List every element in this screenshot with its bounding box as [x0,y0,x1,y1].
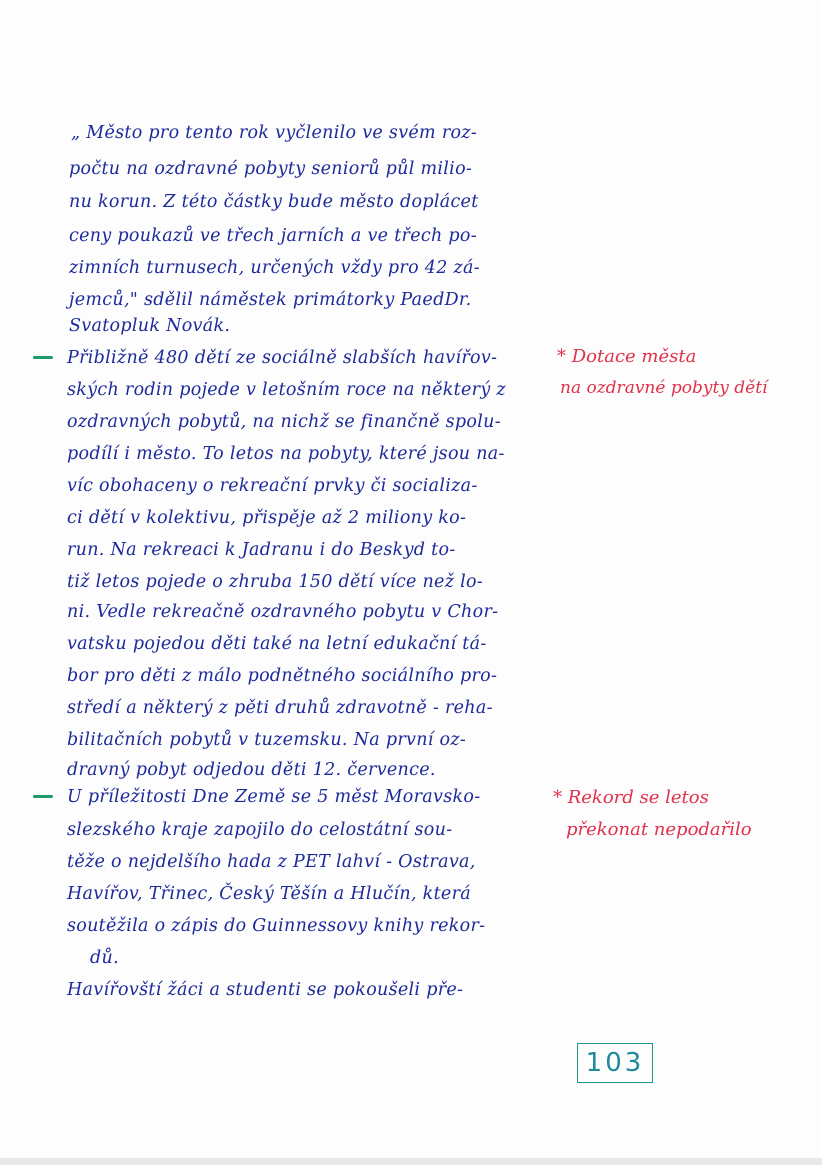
text-line: těže o nejdelšího hada z PET lahví - Ostrava, [67,852,476,872]
text-line: Přibližně 480 dětí ze sociálně slabších havířov- [67,348,498,368]
margin-note: * Dotace města [557,346,697,367]
text-line: soutěžila o zápis do Guinnessovy knihy rekor- [67,916,486,936]
text-line: ozdravných pobytů, na nichž se finančně spolu- [67,412,501,432]
page-number: 103 [577,1043,653,1083]
margin-dash [33,795,53,798]
text-line: „ Město pro tento rok vyčlenilo ve svém roz- [71,123,478,143]
text-line: slezského kraje zapojilo do celostátní sou- [67,820,453,840]
text-line: středí a některý z pěti druhů zdravotně - reha- [67,698,493,718]
text-line: vatsku pojedou děti také na letní edukační tá- [67,634,487,654]
text-line: bilitačních pobytů v tuzemsku. Na první oz- [67,730,467,750]
text-line: jemců," sdělil náměstek primátorky PaedDr. [69,290,472,310]
text-line: Svatopluk Novák. [69,316,231,336]
text-line: U příležitosti Dne Země se 5 měst Moravsko- [67,787,481,807]
text-line: tiž letos pojede o zhruba 150 dětí více než lo- [67,572,484,592]
text-line: podílí i město. To letos na pobyty, které jsou na- [67,444,505,464]
margin-note: překonat nepodařilo [566,819,752,840]
text-line: nu korun. Z této částky bude město doplácet [69,192,479,212]
text-line: ceny poukazů ve třech jarních a ve třech po- [69,226,477,246]
text-line: bor pro děti z málo podnětného sociálního pro- [67,666,498,686]
text-line: ni. Vedle rekreačně ozdravného pobytu v Chor- [67,602,499,622]
margin-note: * Rekord se letos [553,787,709,808]
margin-note: na ozdravné pobyty dětí [560,378,768,398]
text-line: počtu na ozdravné pobyty seniorů půl milio- [69,159,473,179]
text-line: ských rodin pojede v letošním roce na některý z [67,380,506,400]
text-line: ci dětí v kolektivu, přispěje až 2 miliony ko- [67,508,467,528]
page-bottom-edge [0,1158,822,1165]
text-line: run. Na rekreaci k Jadranu i do Beskyd to- [67,540,456,560]
text-line: dů. [90,948,119,968]
text-line: dravný pobyt odjedou děti 12. července. [67,760,436,780]
text-line: Havířovští žáci a studenti se pokoušeli pře- [67,980,464,1000]
margin-dash [33,356,53,359]
text-line: Havířov, Třinec, Český Těšín a Hlučín, která [67,884,471,904]
text-line: zimních turnusech, určených vždy pro 42 zá- [69,258,480,278]
text-line: víc obohaceny o rekreační prvky či socializa- [67,476,478,496]
